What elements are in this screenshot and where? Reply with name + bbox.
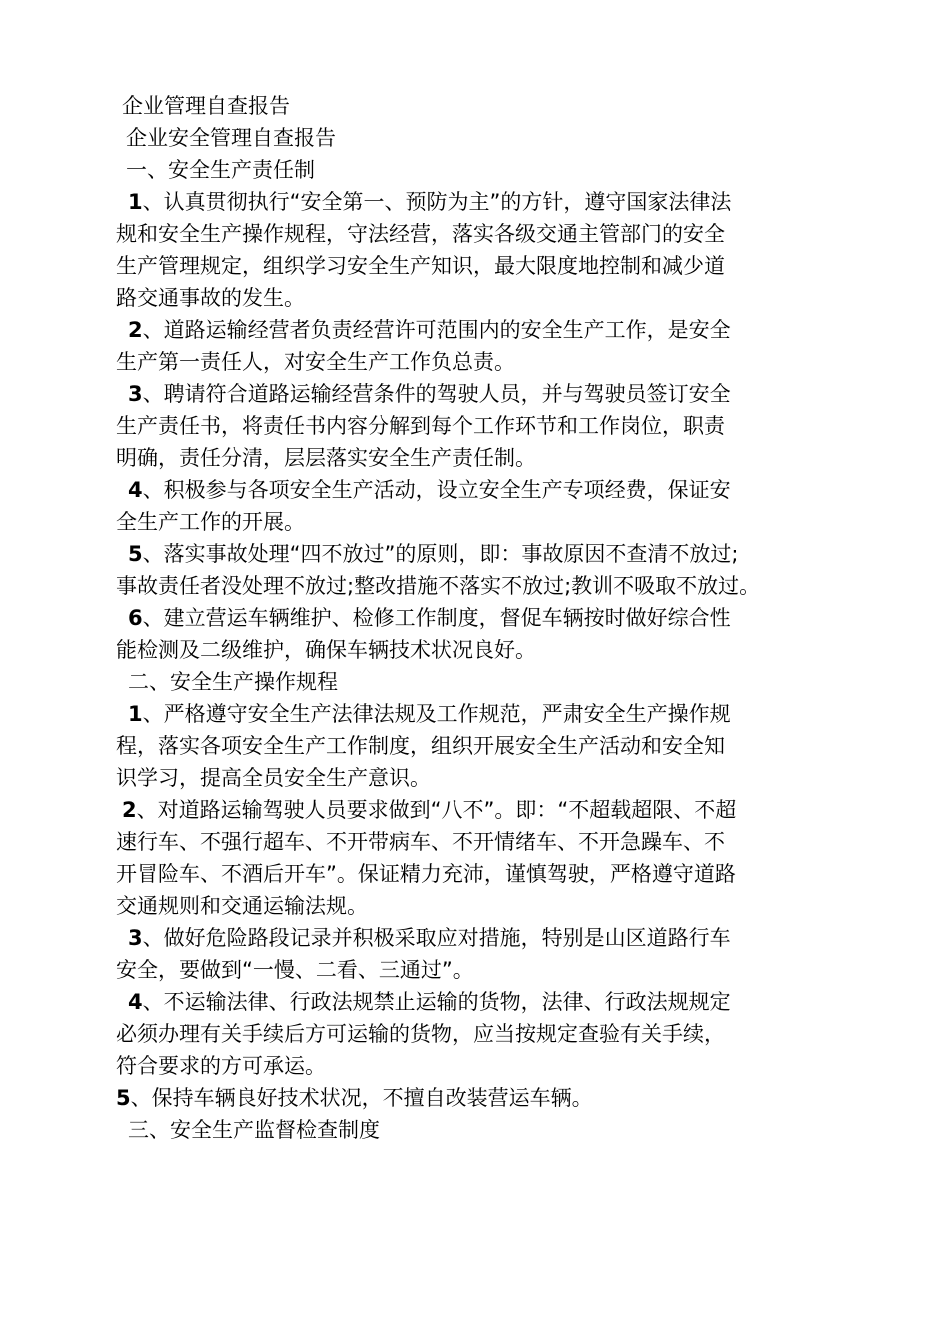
item-number: 2 [128, 318, 143, 342]
list-item [116, 602, 856, 666]
list-item [116, 1082, 856, 1114]
list-item [116, 378, 856, 474]
item-number: 3 [128, 382, 143, 406]
paragraph-line: 程，落实各项安全生产工作制度，组织开展安全生产活动和安全知 [116, 734, 725, 758]
list-item [116, 538, 856, 602]
section-heading: 二、安全生产操作规程 [128, 670, 338, 694]
paragraph-line: 、认真贯彻执行“安全第一、预防为主”的方针，遵守国家法律法 [142, 190, 732, 214]
section-heading: 一、安全生产责任制 [126, 158, 315, 182]
item-number: 1 [128, 190, 143, 214]
paragraph-line: 明确，责任分清，层层落实安全生产责任制。 [116, 446, 536, 470]
item-number: 1 [128, 702, 143, 726]
list-item [116, 186, 856, 314]
paragraph-line: 事故责任者没处理不放过;整改措施不落实不放过;教训不吸取不放过。 [116, 574, 761, 598]
paragraph-line: 、积极参与各项安全生产活动，设立安全生产专项经费，保证安 [142, 478, 731, 502]
section-heading: 三、安全生产监督检查制度 [128, 1118, 380, 1142]
item-number: 3 [128, 926, 143, 950]
list-item [116, 698, 856, 794]
item-number: 6 [128, 606, 143, 630]
paragraph-line: 符合要求的方可承运。 [116, 1054, 326, 1078]
list-item [116, 314, 856, 378]
document-subtitle: 企业安全管理自查报告 [126, 126, 336, 150]
paragraph-line: 、严格遵守安全生产法律法规及工作规范，严肃安全生产操作规 [142, 702, 731, 726]
paragraph-line: 、不运输法律、行政法规禁止运输的货物，法律、行政法规规定 [142, 990, 731, 1014]
paragraph-line: 生产责任书，将责任书内容分解到每个工作环节和工作岗位，职责 [116, 414, 725, 438]
item-number: 4 [128, 990, 143, 1014]
item-number: 4 [128, 478, 143, 502]
document-title: 企业管理自查报告 [122, 94, 290, 118]
paragraph-line: 、建立营运车辆维护、检修工作制度，督促车辆按时做好综合性 [142, 606, 731, 630]
item-number: 5 [116, 1086, 131, 1110]
paragraph-line: 规和安全生产操作规程，守法经营，落实各级交通主管部门的安全 [116, 222, 725, 246]
item-number: 5 [128, 542, 143, 566]
paragraph-line: 、落实事故处理“四不放过”的原则，即：事故原因不查清不放过; [142, 542, 739, 566]
paragraph-line: 速行车、不强行超车、不开带病车、不开情绪车、不开急躁车、不 [116, 830, 725, 854]
paragraph-line: 能检测及二级维护，确保车辆技术状况良好。 [116, 638, 536, 662]
paragraph-line: 开冒险车、不酒后开车”。保证精力充沛，谨慎驾驶，严格遵守道路 [116, 862, 736, 886]
list-item [116, 986, 856, 1082]
paragraph-line: 全生产工作的开展。 [116, 510, 305, 534]
paragraph-line: 安全，要做到“一慢、二看、三通过”。 [116, 958, 474, 982]
document-body [116, 90, 856, 1146]
paragraph-line: 交通规则和交通运输法规。 [116, 894, 368, 918]
list-item [116, 922, 856, 986]
paragraph-line: 、对道路运输驾驶人员要求做到“八不”。即：“不超载超限、不超 [136, 798, 737, 822]
paragraph-line: 、做好危险路段记录并积极采取应对措施，特别是山区道路行车 [142, 926, 731, 950]
paragraph-line: 路交通事故的发生。 [116, 286, 305, 310]
item-number: 2 [122, 798, 137, 822]
paragraph-line: 识学习，提高全员安全生产意识。 [116, 766, 431, 790]
list-item [116, 794, 856, 922]
paragraph-line: 、保持车辆良好技术状况，不擅自改装营运车辆。 [130, 1086, 593, 1110]
paragraph-line: 生产管理规定，组织学习安全生产知识，最大限度地控制和减少道 [116, 254, 725, 278]
paragraph-line: 必须办理有关手续后方可运输的货物，应当按规定查验有关手续， [116, 1022, 725, 1046]
paragraph-line: 生产第一责任人，对安全生产工作负总责。 [116, 350, 515, 374]
paragraph-line: 、聘请符合道路运输经营条件的驾驶人员，并与驾驶员签订安全 [142, 382, 731, 406]
paragraph-line: 、道路运输经营者负责经营许可范围内的安全生产工作，是安全 [142, 318, 731, 342]
list-item [116, 474, 856, 538]
